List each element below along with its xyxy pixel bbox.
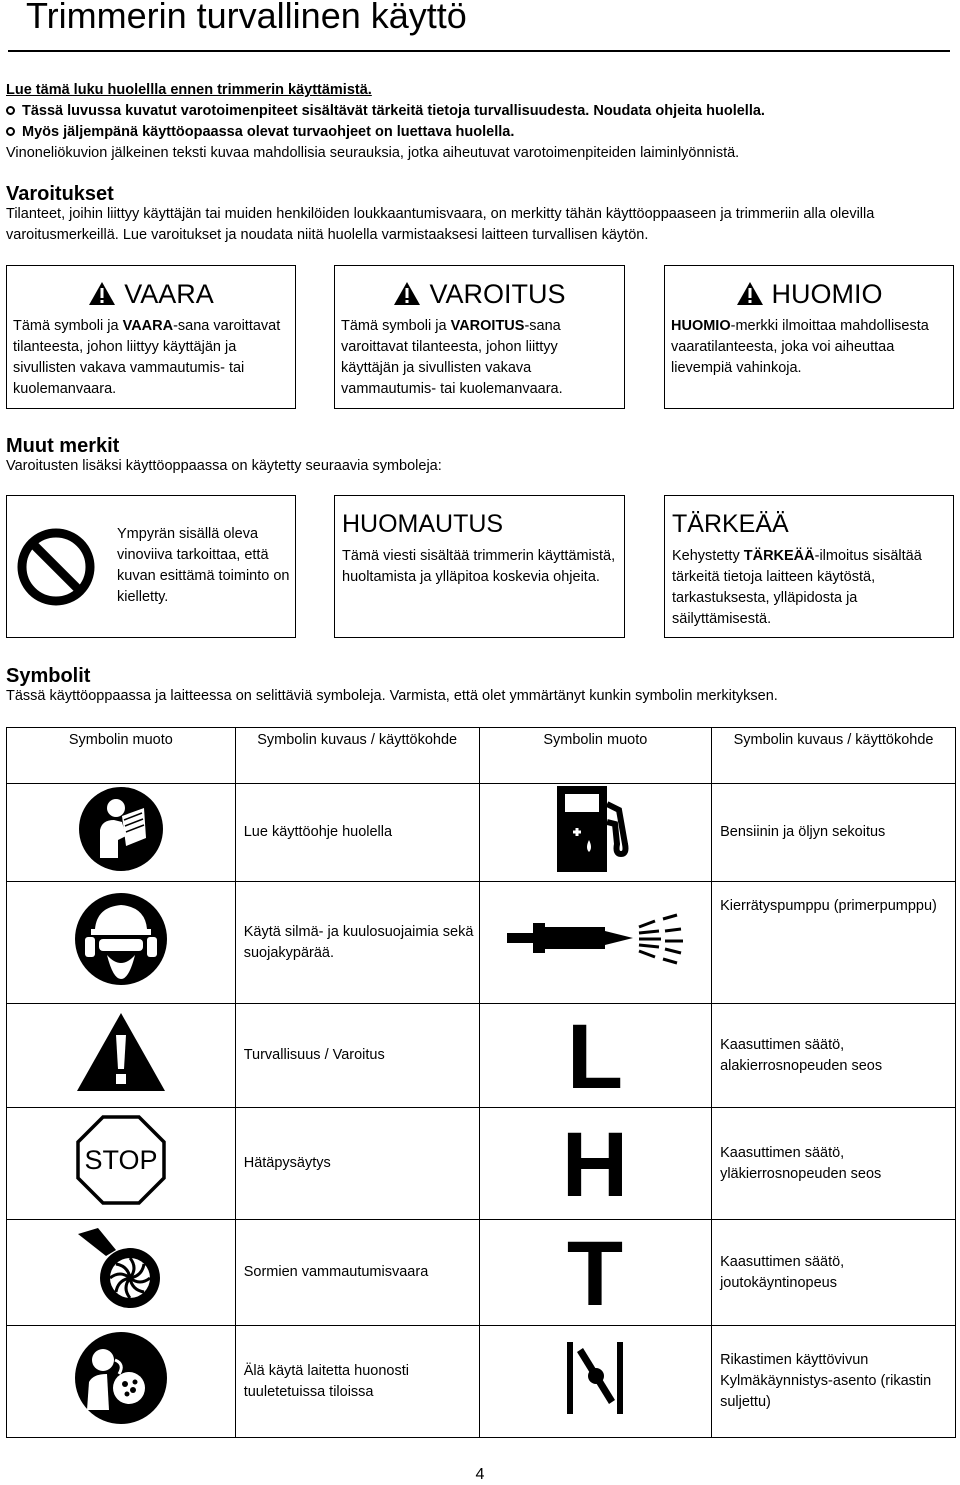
table-row <box>7 1004 956 1108</box>
signal-box-varoitus <box>334 265 625 409</box>
signal-heading: VAROITUS <box>335 278 624 310</box>
symbol-cell <box>479 882 712 1004</box>
symbol-description: Hätäpysäytys <box>235 1108 479 1220</box>
signal-text: Tämä symboli ja VAROITUS-sana varoittavat tilanteesta, johon liittyy käyttäjän ja sivullisten vakava vammautumis- tai kuolemanvaara. <box>341 318 563 397</box>
signal-heading: HUOMIO <box>665 278 953 310</box>
table-header-cell: Symbolin muoto <box>7 728 236 784</box>
symbol-cell <box>479 1326 712 1438</box>
symbol-description: Älä käytä laitetta huonosti tuuletetuissa tiloissa <box>235 1326 479 1438</box>
letter-l-icon <box>550 1012 640 1092</box>
signal-heading: VAARA <box>7 278 295 310</box>
important-title: TÄRKEÄÄ <box>672 510 789 538</box>
poor-ventilation-icon <box>73 1330 169 1426</box>
symbol-description: Sormien vammautumisvaara <box>235 1220 479 1326</box>
important-box <box>664 495 954 638</box>
signal-text: HUOMIO-merkki ilmoittaa mahdollisesta vaaratilanteesta, joka voi aiheuttaa lievempiä vahinkoja. <box>671 318 929 376</box>
stop-sign-icon <box>76 1115 166 1205</box>
symbol-cell <box>7 1004 236 1108</box>
signal-box-vaara <box>6 265 296 409</box>
other-marks-heading: Muut merkit <box>6 435 120 457</box>
prohibition-text: Ympyrän sisällä oleva vinoviiva tarkoittaa, että kuvan esittämä toiminto on kielletty. <box>117 526 290 605</box>
symbol-cell <box>7 1326 236 1438</box>
symbol-cell <box>7 1108 236 1220</box>
bullet-circle-icon <box>6 127 15 136</box>
intro-bullet-1: Tässä luvussa kuvatut varotoimenpiteet sisältävät tärkeitä tietoja turvallisuudesta. Noudata ohjeita huolella. <box>6 101 956 122</box>
symbols-text: Tässä käyttöoppaassa ja laitteessa on selittäviä symboleja. Varmista, että olet ymmärtänyt kunkin symbolin merkityksen. <box>6 688 778 704</box>
table-row <box>7 1326 956 1438</box>
notice-title: HUOMAUTUS <box>342 510 504 538</box>
symbol-description: Bensiinin ja öljyn sekoitus <box>712 784 956 882</box>
choke-icon <box>553 1336 637 1420</box>
table-header-cell: Symbolin kuvaus / käyttökohde <box>712 728 956 784</box>
warning-triangle-icon <box>88 281 116 306</box>
prohibition-icon <box>15 526 97 608</box>
protective-gear-icon <box>73 891 169 987</box>
warnings-heading: Varoitukset <box>6 183 114 205</box>
notice-box <box>334 495 625 638</box>
symbol-description: Kaasuttimen säätö, joutokäyntinopeus <box>712 1220 956 1326</box>
symbols-table <box>6 727 956 1438</box>
svg-text:H: H <box>562 1120 629 1200</box>
title-rule <box>8 50 950 52</box>
finger-injury-icon <box>76 1224 166 1314</box>
symbol-description: Turvallisuus / Varoitus <box>235 1004 479 1108</box>
important-text: Kehystetty TÄRKEÄÄ-ilmoitus sisältää tärkeitä tietoja laitteen käytöstä, tarkastuksesta, ylläpidosta ja säilyttämisestä. <box>672 548 922 627</box>
svg-text:T: T <box>567 1229 624 1309</box>
symbol-cell <box>7 882 236 1004</box>
table-header-row <box>7 728 956 784</box>
intro-line-4: Vinoneliökuvion jälkeinen teksti kuvaa mahdollisia seurauksia, jotka aiheutuvat varotoimenpiteiden laiminlyönnistä. <box>6 145 740 161</box>
primer-bulb-icon <box>505 909 685 969</box>
table-row <box>7 1220 956 1326</box>
intro-section <box>6 80 956 164</box>
symbol-description: Käytä silmä- ja kuulosuojaimia sekä suojakypärää. <box>235 882 479 1004</box>
symbol-cell <box>479 1220 712 1326</box>
signal-box-huomio <box>664 265 954 409</box>
table-row <box>7 882 956 1004</box>
signal-text: Tämä symboli ja VAARA-sana varoittavat tilanteesta, johon liittyy käyttäjän ja sivullisten vakava vammautumis- tai kuolemanvaara. <box>13 318 281 397</box>
prohibition-box <box>6 495 296 638</box>
warning-triangle-icon <box>736 281 764 306</box>
symbol-description: Rikastimen käyttövivun Kylmäkäynnistys-asento (rikastin suljettu) <box>712 1326 956 1438</box>
symbol-cell <box>7 784 236 882</box>
symbol-cell <box>479 1004 712 1108</box>
symbol-cell <box>7 1220 236 1326</box>
symbol-description: Lue käyttöohje huolella <box>235 784 479 882</box>
table-header-cell: Symbolin kuvaus / käyttökohde <box>235 728 479 784</box>
symbol-description: Kaasuttimen säätö, yläkierrosnopeuden seos <box>712 1108 956 1220</box>
other-marks-text: Varoitusten lisäksi käyttöoppaassa on käytetty seuraavia symboleja: <box>6 458 442 474</box>
table-header-cell: Symbolin muoto <box>479 728 712 784</box>
manual-reading-icon <box>78 786 164 872</box>
fuel-pump-icon <box>545 784 645 874</box>
page-title: Trimmerin turvallinen käyttö <box>26 0 467 36</box>
letter-h-icon <box>550 1120 640 1200</box>
warning-triangle-icon <box>393 281 421 306</box>
symbol-cell <box>479 1108 712 1220</box>
table-row <box>7 1108 956 1220</box>
symbol-cell <box>479 784 712 882</box>
symbol-description: Kierrätyspumppu (primerpumppu) <box>712 882 956 1004</box>
warning-triangle-icon <box>75 1011 167 1093</box>
table-row <box>7 784 956 882</box>
symbol-description: Kaasuttimen säätö, alakierrosnopeuden seos <box>712 1004 956 1108</box>
letter-t-icon <box>550 1229 640 1309</box>
notice-text: Tämä viesti sisältää trimmerin käyttämistä, huoltamista ja ylläpitoa koskevia ohjeita. <box>342 548 616 585</box>
bullet-circle-icon <box>6 106 15 115</box>
warnings-text: Tilanteet, joihin liittyy käyttäjän tai muiden henkilöiden loukkaantumisvaara, on merkitty tähän käyttöoppaaseen ja trimmeriin alla olevilla varoitusmerkeillä. Lue varoitukset ja noudata niitä huolella varmistaaksesi laitteen turvallisen käytön. <box>6 206 875 243</box>
symbols-heading: Symbolit <box>6 665 91 687</box>
svg-text:L: L <box>567 1012 624 1092</box>
svg-text:STOP: STOP <box>84 1145 158 1175</box>
page-number: 4 <box>475 1466 485 1483</box>
intro-line-1: Lue tämä luku huolellla ennen trimmerin käyttämistä. <box>6 82 372 98</box>
intro-bullet-2: Myös jäljempänä käyttöopaassa olevat turvaohjeet on luettava huolella. <box>6 122 956 143</box>
